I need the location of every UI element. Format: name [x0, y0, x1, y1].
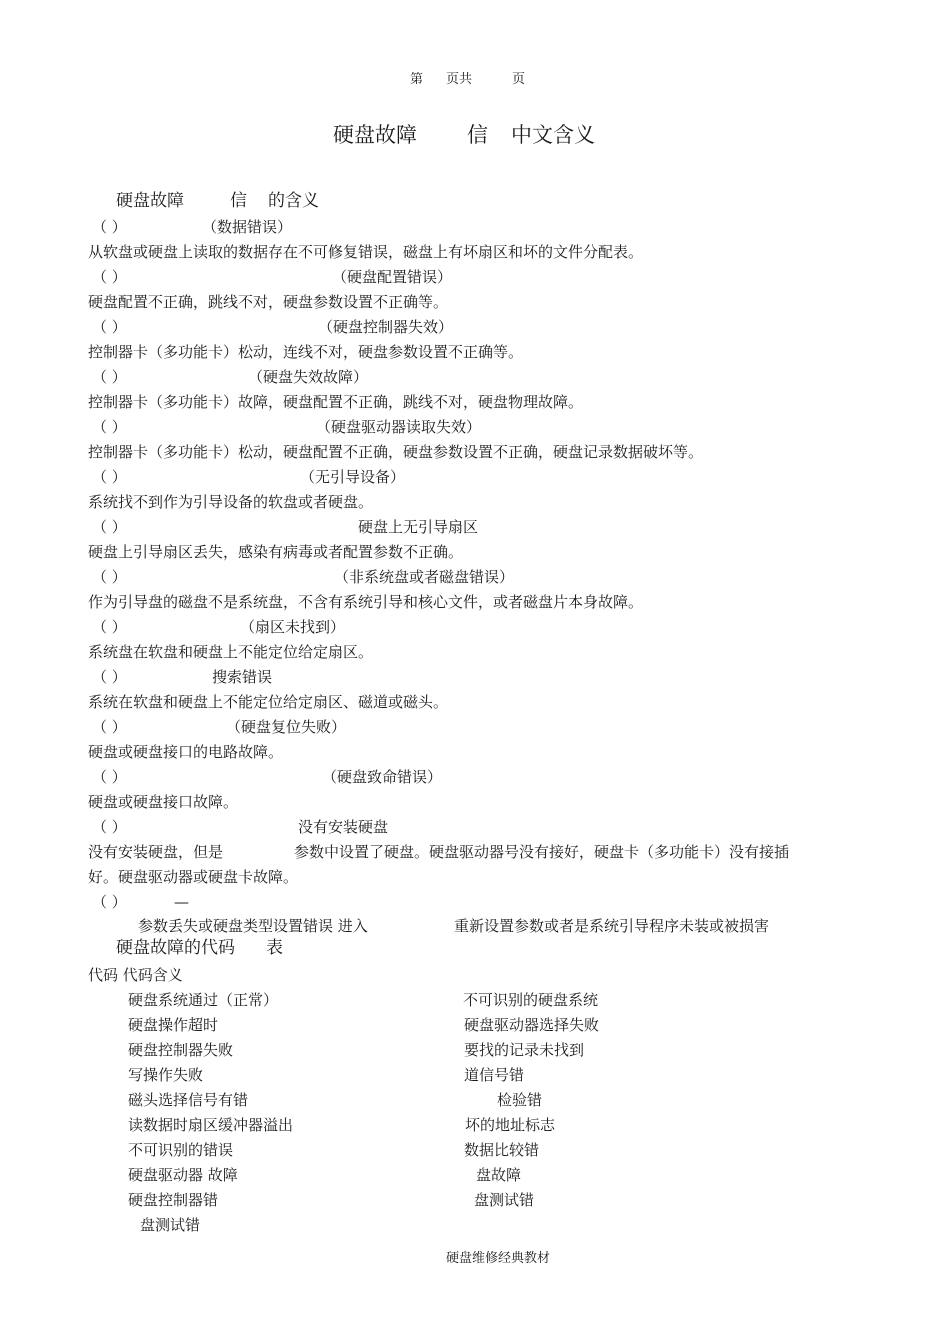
entry-paren: （ ）: [92, 418, 127, 436]
entry-desc: 控制器卡（多功能卡）松动，连线不对，硬盘参数设置不正确等。: [88, 343, 524, 361]
entry-paren: （ ）: [92, 618, 127, 636]
entry-code: （硬盘致命错误）: [322, 768, 443, 786]
entry-paren: （ ）: [92, 893, 127, 911]
entry-code: 硬盘上无引导扇区: [358, 518, 479, 536]
code-meaning-left: 读数据时扇区缓冲器溢出: [128, 1116, 294, 1134]
entry-desc: 没有安装硬盘，但是: [88, 843, 224, 861]
code-meaning-left: 磁头选择信号有错: [128, 1091, 249, 1109]
entry-code: （硬盘复位失败）: [226, 718, 347, 736]
entry-desc: 参数中设置了硬盘。硬盘驱动器号没有接好，硬盘卡（多功能卡）没有接插: [294, 843, 790, 861]
entry-paren: （ ）: [92, 218, 127, 236]
section-heading-2-left: 硬盘故障的代码: [116, 938, 235, 958]
entry-code: —: [174, 893, 189, 911]
code-meaning-left: 写操作失败: [128, 1066, 204, 1084]
entry-paren: （ ）: [92, 268, 127, 286]
entry-code: （硬盘控制器失效）: [318, 318, 454, 336]
entry-desc: 系统在软盘和硬盘上不能定位给定扇区、磁道或磁头。: [88, 693, 449, 711]
entry-desc: 系统盘在软盘和硬盘上不能定位给定扇区。: [88, 643, 374, 661]
entry-desc: 控制器卡（多功能卡）松动，硬盘配置不正确，硬盘参数设置不正确，硬盘记录数据破坏等。: [88, 443, 704, 461]
entry-code: （硬盘驱动器读取失效）: [316, 418, 482, 436]
entry-desc: 从软盘或硬盘上读取的数据存在不可修复错误，磁盘上有坏扇区和坏的文件分配表。: [88, 243, 644, 261]
page-number-label-3: 页: [512, 72, 526, 87]
entry-paren: （ ）: [92, 718, 127, 736]
entry-paren: （ ）: [92, 318, 127, 336]
entry-code: （硬盘失效故障）: [248, 368, 369, 386]
entry-code: （数据错误）: [202, 218, 293, 236]
entry-desc: 硬盘上引导扇区丢失，感染有病毒或者配置参数不正确。: [88, 543, 464, 561]
entry-paren: （ ）: [92, 468, 127, 486]
doc-title-right: 中文含义: [511, 123, 595, 147]
section-heading-1-right: 的含义: [268, 191, 319, 211]
entry-paren: （ ）: [92, 818, 127, 836]
code-meaning-left: 硬盘系统通过（正常）: [128, 991, 279, 1009]
entry-paren: （ ）: [92, 668, 127, 686]
code-meaning-right: 盘测试错: [474, 1191, 535, 1209]
doc-title-mid: 信: [467, 123, 488, 147]
code-meaning-right: 数据比较错: [464, 1141, 540, 1159]
entry-paren: （ ）: [92, 368, 127, 386]
page-number-label-1: 第: [410, 72, 424, 87]
code-meaning-right: 检验错: [497, 1091, 543, 1109]
entry-desc: 作为引导盘的磁盘不是系统盘，不含有系统引导和核心文件，或者磁盘片本身故障。: [88, 593, 644, 611]
code-meaning-right: 盘故障: [476, 1166, 522, 1184]
entry-code: （非系统盘或者磁盘错误）: [334, 568, 515, 586]
entry-code: （无引导设备）: [300, 468, 406, 486]
entry-code: 没有安装硬盘: [298, 818, 389, 836]
code-meaning-left: 硬盘控制器错: [128, 1191, 219, 1209]
entry-desc: 硬盘或硬盘接口故障。: [88, 793, 239, 811]
code-meaning-left: 不可识别的错误: [128, 1141, 234, 1159]
entry-desc: 参数丢失或硬盘类型设置错误 进入: [138, 917, 368, 935]
entry-desc: 系统找不到作为引导设备的软盘或者硬盘。: [88, 493, 374, 511]
code-meaning-last: 盘测试错: [140, 1216, 201, 1234]
code-meaning-right: 不可识别的硬盘系统: [463, 991, 599, 1009]
entry-desc: 硬盘配置不正确，跳线不对，硬盘参数设置不正确等。: [88, 293, 449, 311]
section-heading-1-left: 硬盘故障: [116, 191, 184, 211]
code-meaning-left: 硬盘操作超时: [128, 1016, 219, 1034]
entry-desc: 硬盘或硬盘接口的电路故障。: [88, 743, 284, 761]
entry-code: （扇区未找到）: [240, 618, 346, 636]
entry-desc: 好。硬盘驱动器或硬盘卡故障。: [88, 868, 299, 886]
entry-code: （硬盘配置错误）: [332, 268, 453, 286]
code-meaning-right: 要找的记录未找到: [464, 1041, 585, 1059]
doc-title-left: 硬盘故障: [333, 123, 417, 147]
entry-paren: （ ）: [92, 568, 127, 586]
code-meaning-left: 硬盘驱动器 故障: [128, 1166, 238, 1184]
code-meaning-right: 道信号错: [464, 1066, 525, 1084]
entry-desc: 控制器卡（多功能卡）故障，硬盘配置不正确，跳线不对，硬盘物理故障。: [88, 393, 584, 411]
entry-code: 搜索错误: [212, 668, 273, 686]
code-meaning-right: 坏的地址标志: [465, 1116, 556, 1134]
page-number-label-2: 页共: [446, 72, 473, 87]
entry-desc: 重新设置参数或者是系统引导程序未装或被损害: [454, 917, 770, 935]
code-meaning-left: 硬盘控制器失败: [128, 1041, 234, 1059]
code-meaning-right: 硬盘驱动器选择失败: [464, 1016, 600, 1034]
entry-paren: （ ）: [92, 768, 127, 786]
page-footer: 硬盘维修经典教材: [446, 1251, 551, 1266]
section-heading-1-mid: 信: [230, 191, 247, 211]
code-table-header: 代码 代码含义: [88, 966, 183, 984]
section-heading-2-right: 表: [266, 938, 283, 958]
entry-paren: （ ）: [92, 518, 127, 536]
